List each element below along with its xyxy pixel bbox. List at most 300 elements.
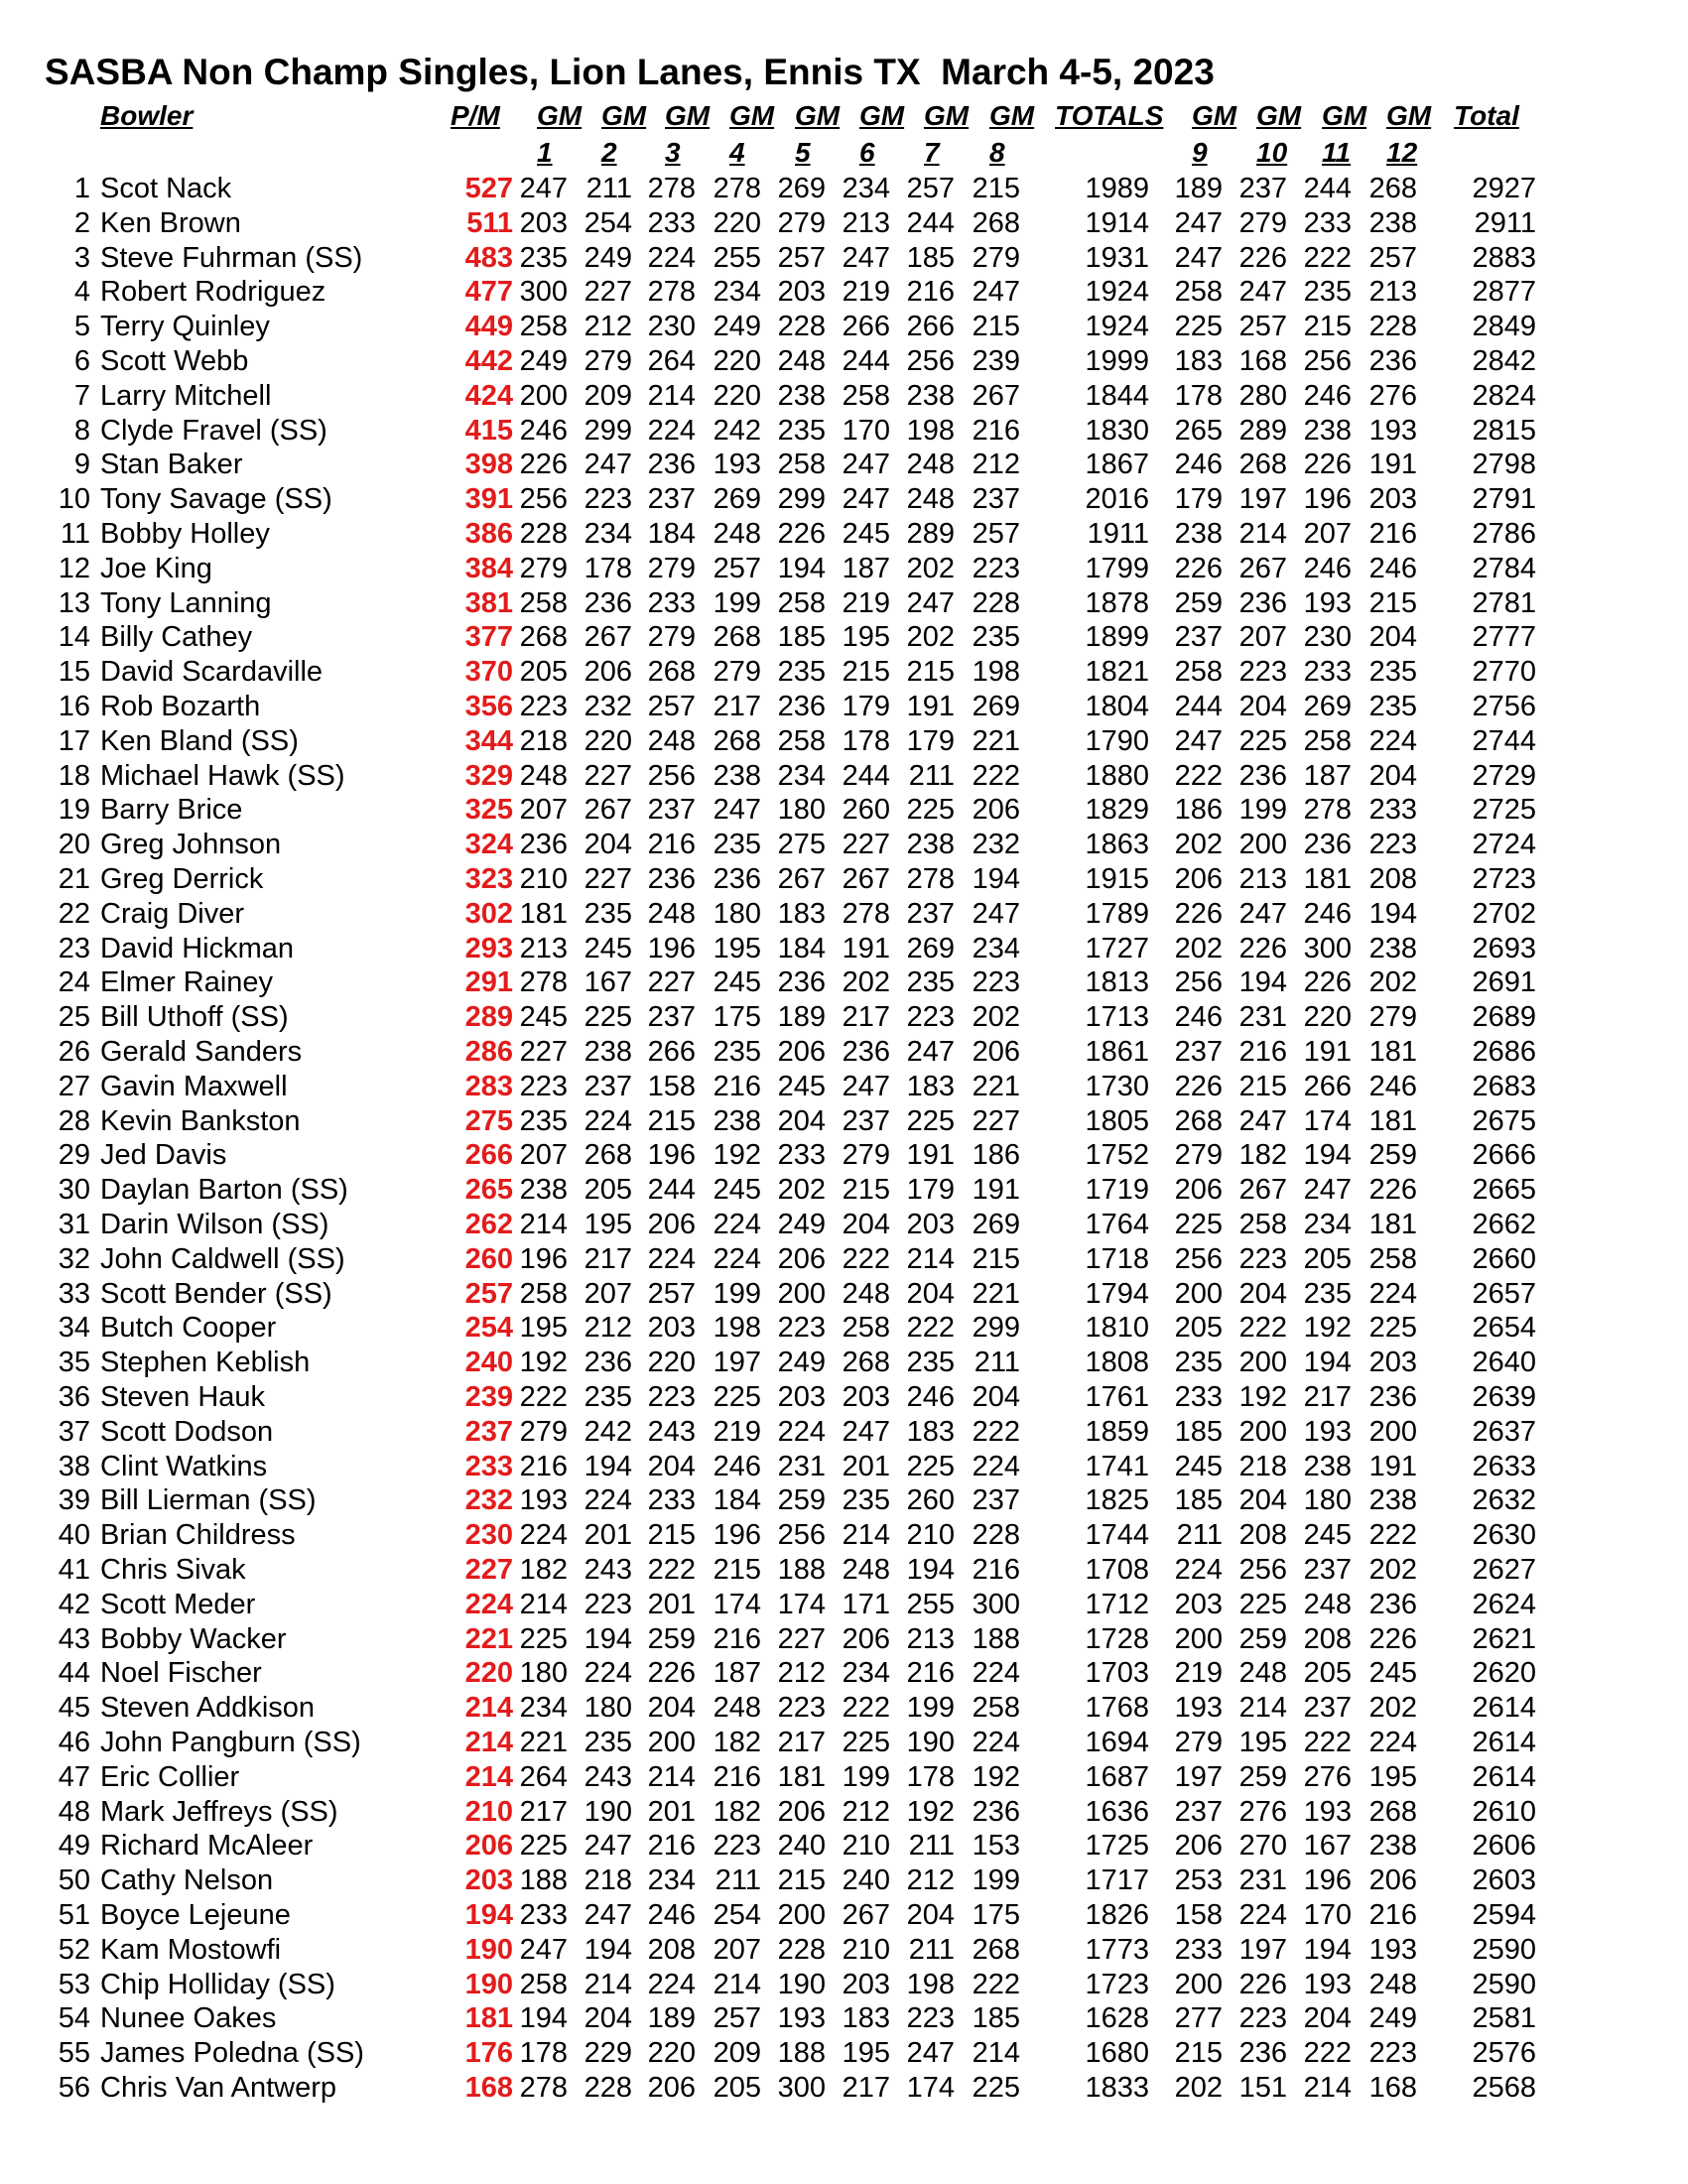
game-score-cell: 211	[908, 1830, 955, 1863]
game-score-cell: 235	[1303, 276, 1352, 309]
game-score-cell: 268	[713, 724, 761, 757]
place-cell: 43	[58, 1622, 90, 1655]
game-score-cell: 204	[972, 1381, 1020, 1413]
game-score-cell: 267	[842, 1899, 890, 1931]
game-score-cell: 204	[1238, 691, 1287, 722]
game-score-cell: 214	[713, 1968, 761, 2000]
place-cell: 20	[58, 829, 90, 861]
game-score-cell: 222	[972, 759, 1020, 792]
pm-cell: 344	[464, 724, 513, 757]
game-score-cell: 193	[519, 1484, 568, 1517]
pm-cell: 240	[464, 1347, 513, 1379]
totals-cell: 1708	[1085, 1554, 1149, 1586]
game-score-cell: 248	[906, 449, 955, 481]
game-score-cell: 226	[1368, 1622, 1417, 1655]
game-score-cell: 216	[1368, 1899, 1417, 1931]
grand-total-cell: 2849	[1472, 311, 1536, 343]
game-score-cell: 225	[584, 1001, 632, 1034]
game-score-cell: 228	[777, 1933, 826, 1966]
grand-total-cell: 2627	[1472, 1554, 1536, 1586]
game-score-cell: 259	[1368, 1139, 1417, 1172]
game-score-cell: 234	[1303, 1209, 1352, 1240]
game-score-cell: 224	[1238, 1899, 1287, 1931]
totals-cell: 1914	[1085, 206, 1149, 239]
game-score-cell: 268	[842, 1347, 890, 1379]
bowler-name-cell: Kam Mostowfi	[100, 1933, 282, 1966]
pm-cell: 483	[464, 241, 513, 274]
grand-total-cell: 2630	[1472, 1519, 1536, 1552]
game-score-cell: 237	[972, 1484, 1020, 1517]
game-score-cell: 238	[1368, 932, 1417, 964]
bowler-name-cell: Chris Sivak	[100, 1554, 246, 1586]
place-cell: 4	[73, 276, 90, 309]
header-gm: GM	[601, 100, 647, 131]
game-score-cell: 247	[1303, 1174, 1352, 1207]
game-score-cell: 215	[906, 656, 955, 689]
game-score-cell: 187	[842, 552, 890, 584]
game-score-cell: 264	[519, 1760, 568, 1793]
header-gm: GM	[1386, 100, 1432, 131]
game-score-cell: 204	[1368, 759, 1417, 792]
game-score-cell: 240	[842, 1864, 890, 1897]
place-cell: 5	[73, 311, 90, 343]
game-score-cell: 225	[906, 794, 955, 827]
game-score-cell: 220	[647, 2037, 696, 2070]
game-score-cell: 175	[972, 1899, 1020, 1931]
table-row	[0, 1208, 1688, 1241]
place-cell: 31	[58, 1209, 90, 1240]
game-score-cell: 188	[777, 1554, 826, 1586]
game-score-cell: 300	[519, 276, 568, 309]
totals-cell: 1741	[1085, 1450, 1149, 1482]
game-score-cell: 246	[1303, 379, 1352, 412]
bowler-name-cell: Richard McAleer	[100, 1830, 314, 1863]
game-score-cell: 186	[1174, 794, 1223, 827]
table-row	[0, 1933, 1688, 1967]
totals-cell: 1821	[1085, 656, 1149, 689]
game-score-cell: 268	[972, 206, 1020, 239]
totals-cell: 1636	[1085, 1795, 1149, 1828]
game-score-cell: 278	[519, 2072, 568, 2104]
place-cell: 25	[58, 1001, 90, 1034]
game-score-cell: 236	[584, 1347, 632, 1379]
game-score-cell: 238	[1174, 518, 1223, 550]
place-cell: 34	[58, 1312, 90, 1345]
totals-cell: 1931	[1085, 241, 1149, 274]
game-score-cell: 223	[777, 1312, 826, 1345]
place-cell: 8	[73, 414, 90, 447]
game-score-cell: 200	[1174, 1622, 1223, 1655]
game-score-cell: 214	[906, 1242, 955, 1275]
table-row	[0, 1691, 1688, 1725]
game-score-cell: 219	[1174, 1657, 1223, 1690]
game-score-cell: 211	[1176, 1519, 1223, 1552]
pm-cell: 206	[464, 1830, 513, 1863]
game-score-cell: 212	[584, 1312, 632, 1345]
game-score-cell: 222	[1174, 759, 1223, 792]
header-game-number: 2	[601, 137, 617, 168]
game-score-cell: 222	[842, 1692, 890, 1725]
game-score-cell: 206	[1368, 1864, 1417, 1897]
table-row	[0, 344, 1688, 378]
game-score-cell: 195	[519, 1312, 568, 1345]
grand-total-cell: 2640	[1472, 1347, 1536, 1379]
grand-total-cell: 2606	[1472, 1830, 1536, 1863]
grand-total-cell: 2770	[1472, 656, 1536, 689]
game-score-cell: 197	[1238, 1933, 1287, 1966]
game-score-cell: 206	[972, 1036, 1020, 1068]
header-gm: GM	[859, 100, 905, 131]
grand-total-cell: 2632	[1472, 1484, 1536, 1517]
header-game-number: 5	[795, 137, 811, 168]
game-score-cell: 249	[584, 241, 632, 274]
game-score-cell: 222	[842, 1242, 890, 1275]
game-score-cell: 246	[1368, 1070, 1417, 1102]
place-cell: 26	[58, 1036, 90, 1068]
pm-cell: 370	[464, 656, 513, 689]
grand-total-cell: 2691	[1472, 966, 1536, 999]
game-score-cell: 215	[647, 1104, 696, 1137]
game-score-cell: 247	[972, 276, 1020, 309]
game-score-cell: 206	[1174, 1174, 1223, 1207]
game-score-cell: 226	[1238, 932, 1287, 964]
game-score-cell: 188	[519, 1864, 568, 1897]
place-cell: 49	[58, 1830, 90, 1863]
game-score-cell: 268	[1174, 1104, 1223, 1137]
game-score-cell: 199	[713, 586, 761, 619]
grand-total-cell: 2777	[1472, 621, 1536, 654]
table-row	[0, 241, 1688, 275]
pm-cell: 260	[464, 1242, 513, 1275]
game-score-cell: 220	[584, 724, 632, 757]
game-score-cell: 268	[1238, 449, 1287, 481]
game-score-cell: 180	[519, 1657, 568, 1690]
game-score-cell: 299	[972, 1312, 1020, 1345]
game-score-cell: 214	[842, 1519, 890, 1552]
game-score-cell: 215	[842, 656, 890, 689]
game-score-cell: 212	[584, 311, 632, 343]
table-row	[0, 897, 1688, 931]
game-score-cell: 205	[1303, 1242, 1352, 1275]
bowler-name-cell: David Hickman	[100, 932, 294, 964]
header-game-number: 8	[989, 137, 1005, 168]
pm-cell: 221	[464, 1622, 513, 1655]
game-score-cell: 224	[713, 1209, 761, 1240]
table-row	[0, 1553, 1688, 1587]
game-score-cell: 194	[1368, 897, 1417, 930]
totals-cell: 1719	[1085, 1174, 1149, 1207]
bowler-name-cell: Scott Meder	[100, 1588, 256, 1620]
bowler-name-cell: Ken Brown	[100, 206, 241, 239]
header-gm: GM	[989, 100, 1035, 131]
place-cell: 54	[58, 2002, 90, 2035]
game-score-cell: 214	[519, 1588, 568, 1620]
game-score-cell: 215	[842, 1174, 890, 1207]
bowler-name-cell: Terry Quinley	[100, 311, 270, 343]
game-score-cell: 243	[584, 1554, 632, 1586]
table-row	[0, 655, 1688, 689]
place-cell: 30	[58, 1174, 90, 1207]
game-score-cell: 222	[972, 1968, 1020, 2000]
pm-cell: 424	[464, 379, 513, 412]
game-score-cell: 258	[1174, 276, 1223, 309]
game-score-cell: 198	[972, 656, 1020, 689]
game-score-cell: 223	[1368, 2037, 1417, 2070]
grand-total-cell: 2744	[1472, 724, 1536, 757]
game-score-cell: 194	[584, 1933, 632, 1966]
game-score-cell: 216	[906, 276, 955, 309]
game-score-cell: 260	[906, 1484, 955, 1517]
game-score-cell: 181	[1368, 1209, 1417, 1240]
game-score-cell: 232	[584, 691, 632, 722]
game-score-cell: 233	[1368, 794, 1417, 827]
bowler-name-cell: Scott Webb	[100, 345, 249, 377]
game-score-cell: 268	[647, 656, 696, 689]
game-score-cell: 223	[1238, 1242, 1287, 1275]
game-score-cell: 211	[974, 1347, 1020, 1379]
game-score-cell: 197	[713, 1347, 761, 1379]
game-score-cell: 223	[906, 1001, 955, 1034]
game-score-cell: 200	[1238, 1347, 1287, 1379]
game-score-cell: 233	[647, 1484, 696, 1517]
game-score-cell: 238	[1368, 206, 1417, 239]
game-score-cell: 237	[584, 1070, 632, 1102]
game-score-cell: 215	[1174, 2037, 1223, 2070]
game-score-cell: 247	[972, 897, 1020, 930]
game-score-cell: 223	[713, 1830, 761, 1863]
game-score-cell: 215	[972, 173, 1020, 204]
game-score-cell: 267	[777, 863, 826, 895]
game-score-cell: 195	[842, 621, 890, 654]
game-score-cell: 256	[1174, 1242, 1223, 1275]
game-score-cell: 233	[1174, 1381, 1223, 1413]
game-score-cell: 236	[1238, 759, 1287, 792]
bowler-name-cell: Scot Nack	[100, 173, 232, 204]
game-score-cell: 257	[647, 691, 696, 722]
game-score-cell: 200	[1238, 1415, 1287, 1448]
pm-cell: 254	[464, 1312, 513, 1345]
grand-total-cell: 2654	[1472, 1312, 1536, 1345]
game-score-cell: 223	[972, 966, 1020, 999]
bowler-name-cell: Scott Dodson	[100, 1415, 274, 1448]
game-score-cell: 249	[777, 1209, 826, 1240]
game-score-cell: 268	[584, 1139, 632, 1172]
game-score-cell: 183	[1174, 345, 1223, 377]
game-score-cell: 153	[972, 1830, 1020, 1863]
game-score-cell: 254	[584, 206, 632, 239]
header-gm: GM	[537, 100, 583, 131]
game-score-cell: 237	[647, 483, 696, 516]
game-score-cell: 158	[1174, 1899, 1223, 1931]
game-score-cell: 213	[906, 1622, 955, 1655]
game-score-cell: 203	[842, 1968, 890, 2000]
totals-cell: 1744	[1085, 1519, 1149, 1552]
game-score-cell: 190	[777, 1968, 826, 2000]
grand-total-cell: 2786	[1472, 518, 1536, 550]
game-score-cell: 238	[777, 379, 826, 412]
place-cell: 37	[58, 1415, 90, 1448]
bowler-name-cell: Elmer Rainey	[100, 966, 274, 999]
game-score-cell: 237	[647, 794, 696, 827]
grand-total-cell: 2784	[1472, 552, 1536, 584]
game-score-cell: 207	[713, 1933, 761, 1966]
place-cell: 9	[73, 449, 90, 481]
game-score-cell: 193	[1174, 1692, 1223, 1725]
pm-cell: 324	[464, 829, 513, 861]
table-row	[0, 2001, 1688, 2035]
game-score-cell: 212	[842, 1795, 890, 1828]
bowler-name-cell: Jed Davis	[100, 1139, 227, 1172]
grand-total-cell: 2603	[1472, 1864, 1536, 1897]
game-score-cell: 229	[584, 2037, 632, 2070]
totals-cell: 1915	[1085, 863, 1149, 895]
game-score-cell: 256	[647, 759, 696, 792]
game-score-cell: 259	[1238, 1622, 1287, 1655]
game-score-cell: 175	[713, 1001, 761, 1034]
game-score-cell: 171	[842, 1588, 890, 1620]
game-score-cell: 299	[584, 414, 632, 447]
game-score-cell: 192	[972, 1760, 1020, 1793]
game-score-cell: 223	[1238, 656, 1287, 689]
table-row	[0, 1588, 1688, 1621]
table-row	[0, 1898, 1688, 1932]
table-row	[0, 1346, 1688, 1379]
game-score-cell: 191	[972, 1174, 1020, 1207]
game-score-cell: 222	[519, 1381, 568, 1413]
header-game-number: 3	[665, 137, 681, 168]
game-score-cell: 269	[777, 173, 826, 204]
game-score-cell: 226	[1368, 1174, 1417, 1207]
bowler-name-cell: Nunee Oakes	[100, 2002, 277, 2035]
game-score-cell: 221	[972, 724, 1020, 757]
game-score-cell: 193	[1303, 1795, 1352, 1828]
game-score-cell: 244	[842, 345, 890, 377]
game-score-cell: 178	[842, 724, 890, 757]
totals-cell: 1694	[1085, 1727, 1149, 1758]
game-score-cell: 204	[584, 2002, 632, 2035]
game-score-cell: 206	[972, 794, 1020, 827]
pm-cell: 329	[464, 759, 513, 792]
game-score-cell: 151	[1238, 2072, 1287, 2104]
game-score-cell: 268	[713, 621, 761, 654]
pm-cell: 220	[464, 1657, 513, 1690]
totals-cell: 2016	[1085, 483, 1149, 516]
game-score-cell: 234	[972, 932, 1020, 964]
game-score-cell: 246	[713, 1450, 761, 1482]
bowler-name-cell: Tony Savage (SS)	[100, 483, 332, 516]
pm-cell: 283	[464, 1070, 513, 1102]
game-score-cell: 236	[777, 691, 826, 722]
place-cell: 14	[58, 621, 90, 654]
game-score-cell: 227	[584, 863, 632, 895]
grand-total-cell: 2620	[1472, 1657, 1536, 1690]
totals-cell: 1830	[1085, 414, 1149, 447]
game-score-cell: 267	[1238, 1174, 1287, 1207]
game-score-cell: 237	[647, 1001, 696, 1034]
game-score-cell: 214	[647, 379, 696, 412]
game-score-cell: 202	[906, 552, 955, 584]
bowler-name-cell: Craig Diver	[100, 897, 245, 930]
game-score-cell: 278	[842, 897, 890, 930]
bowler-name-cell: Clyde Fravel (SS)	[100, 414, 327, 447]
totals-cell: 1826	[1085, 1899, 1149, 1931]
game-score-cell: 205	[713, 2072, 761, 2104]
table-row	[0, 1863, 1688, 1897]
game-score-cell: 183	[906, 1415, 955, 1448]
game-score-cell: 243	[584, 1760, 632, 1793]
bowler-name-cell: Greg Johnson	[100, 829, 282, 861]
grand-total-cell: 2590	[1472, 1968, 1536, 2000]
game-score-cell: 181	[519, 897, 568, 930]
game-score-cell: 214	[519, 1209, 568, 1240]
game-score-cell: 257	[972, 518, 1020, 550]
game-score-cell: 206	[1174, 863, 1223, 895]
game-score-cell: 214	[1303, 2072, 1352, 2104]
game-score-cell: 185	[906, 241, 955, 274]
game-score-cell: 223	[647, 1381, 696, 1413]
totals-cell: 1752	[1085, 1139, 1149, 1172]
game-score-cell: 265	[1174, 414, 1223, 447]
pm-cell: 386	[464, 518, 513, 550]
game-score-cell: 258	[777, 724, 826, 757]
game-score-cell: 256	[777, 1519, 826, 1552]
bowler-name-cell: John Caldwell (SS)	[100, 1242, 345, 1275]
game-score-cell: 207	[1238, 621, 1287, 654]
table-row	[0, 1070, 1688, 1103]
game-score-cell: 219	[842, 276, 890, 309]
place-cell: 10	[58, 483, 90, 516]
header-game-number: 6	[859, 137, 875, 168]
game-score-cell: 220	[647, 1347, 696, 1379]
game-score-cell: 269	[972, 691, 1020, 722]
game-score-cell: 234	[713, 276, 761, 309]
game-score-cell: 223	[906, 2002, 955, 2035]
game-score-cell: 246	[1303, 552, 1352, 584]
game-score-cell: 256	[1174, 966, 1223, 999]
game-score-cell: 206	[777, 1795, 826, 1828]
game-score-cell: 289	[906, 518, 955, 550]
game-score-cell: 216	[713, 1760, 761, 1793]
game-score-cell: 249	[519, 345, 568, 377]
table-row	[0, 172, 1688, 205]
game-score-cell: 201	[647, 1795, 696, 1828]
game-score-cell: 178	[906, 1760, 955, 1793]
game-score-cell: 246	[906, 1381, 955, 1413]
game-score-cell: 196	[1303, 483, 1352, 516]
game-score-cell: 222	[972, 1415, 1020, 1448]
bowler-name-cell: Daylan Barton (SS)	[100, 1174, 348, 1207]
game-score-cell: 258	[777, 586, 826, 619]
table-row	[0, 552, 1688, 585]
game-score-cell: 247	[1174, 241, 1223, 274]
game-score-cell: 233	[1303, 206, 1352, 239]
game-score-cell: 202	[1174, 2072, 1223, 2104]
game-score-cell: 206	[647, 2072, 696, 2104]
game-score-cell: 204	[842, 1209, 890, 1240]
totals-cell: 1717	[1085, 1864, 1149, 1897]
game-score-cell: 238	[713, 1104, 761, 1137]
grand-total-cell: 2927	[1472, 173, 1536, 204]
table-row	[0, 517, 1688, 551]
game-score-cell: 199	[1238, 794, 1287, 827]
game-score-cell: 266	[906, 311, 955, 343]
game-score-cell: 189	[777, 1001, 826, 1034]
game-score-cell: 257	[713, 2002, 761, 2035]
game-score-cell: 192	[1238, 1381, 1287, 1413]
game-score-cell: 248	[777, 345, 826, 377]
table-row	[0, 828, 1688, 861]
game-score-cell: 280	[1238, 379, 1287, 412]
